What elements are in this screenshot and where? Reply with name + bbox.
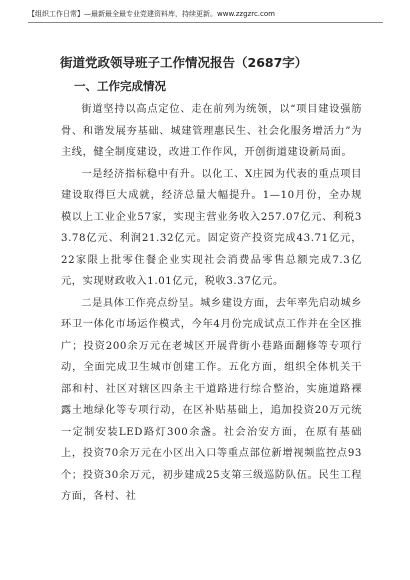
section-heading: 一、工作完成情况 bbox=[74, 79, 166, 93]
paragraph-economic-indicators: 一是经济指标稳中有升。以化工、X庄园为代表的重点项目建设取得巨大成就，经济总量大幅提升。1—10月份，全办规模以上工业企业57家，实现主营业务收入257.07亿元、利税33.78亿元、利润21.32亿元。固定资产投资完成43.71亿元，22家限上批零住餐企业实现社会消费品零售总额完成7.3亿元，实现财政收入1.01亿元，税收3.37亿元。 bbox=[61, 168, 362, 287]
document-title: 街道党政领导班子工作情况报告（2687字） bbox=[60, 55, 308, 70]
page-header: 【组织工作日常】—最新最全最专业党建资料库，持续更新。www.zzgzrc.com bbox=[28, 10, 275, 18]
paragraph-intro: 街道坚持以高点定位、走在前列为统领，以“项目建设强筋骨、和谐发展夯基础、城建管理惠民生、社会化服务增活力”为主线，健全制度建设，改进工作作风，开创街道建设新局面。 bbox=[61, 104, 362, 158]
document-body bbox=[61, 99, 362, 569]
header-divider bbox=[28, 22, 383, 23]
paragraph-work-highlights: 二是具体工作亮点纷呈。城乡建设方面，去年率先启动城乡环卫一体化市场运作模式，今年4月份完成试点工作并在全区推广；投资200余万元在老城区开展背街小巷路面翻修等专项行动，全面完成卫生城市创建工作。五化方面，组织全体机关干部和村、社区对辖区四条主干道路进行综合整治，实施道路裸露土地绿化等专项行动，在区补贴基础上，追加投资20万元统一定制安装LED路灯300余盏。社会治安方面，在原有基础上，投资70余万元在小区出入口等重点部位新增视频监控点93个；投资30余万元，初步建成25支第三级巡防队伍。民生工程方面，各村、社 bbox=[61, 297, 362, 502]
